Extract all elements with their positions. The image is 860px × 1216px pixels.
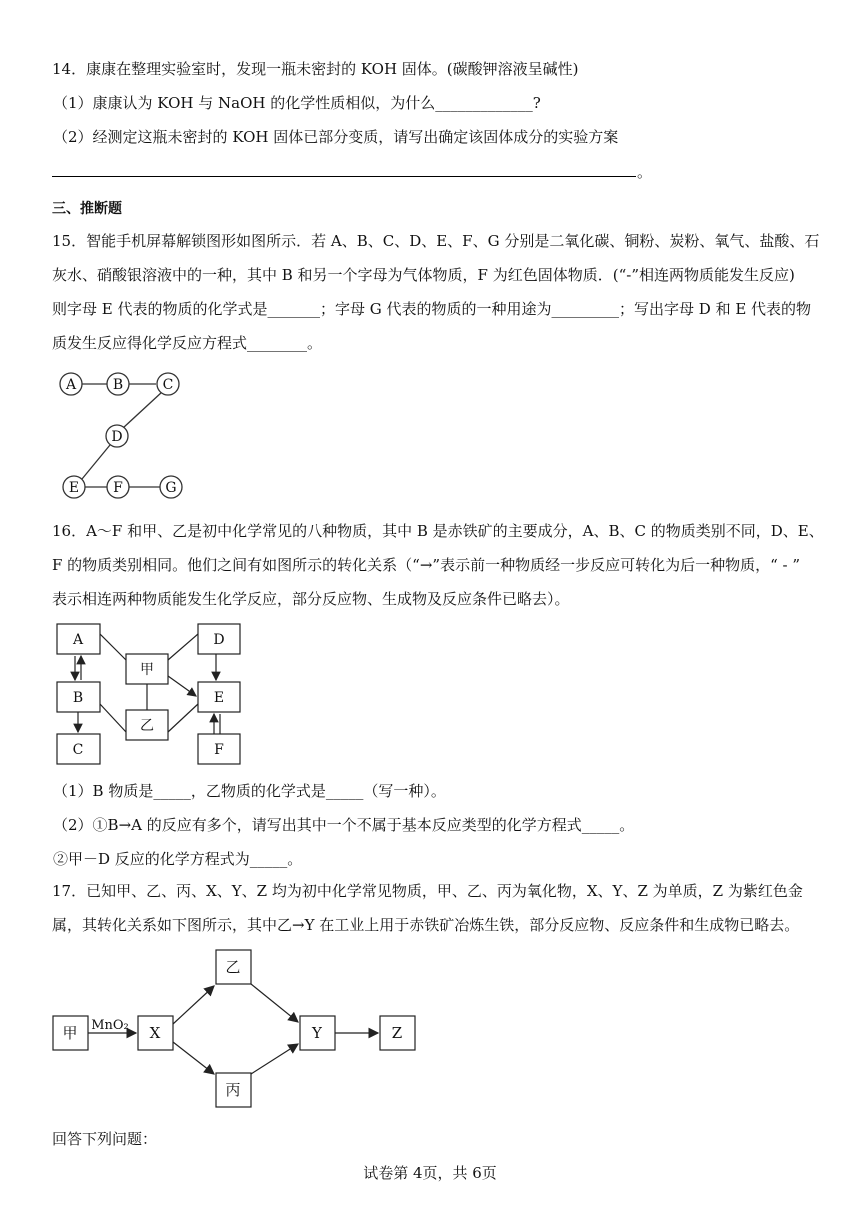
q17-prompt: 回答下列问题：: [52, 1130, 158, 1148]
q16-sub3: ②甲－D 反应的化学方程式为_____。: [53, 850, 303, 868]
q16-sub2: （2）①B→A 的反应有多个，请写出其中一个不属于基本反应类型的化学方程式_____。: [53, 816, 635, 834]
box-a-label: A: [72, 632, 84, 648]
box-jia-label: 甲: [140, 662, 154, 678]
q15-line-3: 则字母 E 代表的物质的化学式是_______；字母 G 代表的物质的一种用途为_________；写出字母 D 和 E 代表的物: [52, 300, 812, 318]
box-x-label: X: [149, 1024, 161, 1042]
q15-line-2: 灰水、硝酸银溶液中的一种，其中 B 和另一个字母为气体物质，F 为红色固体物质．(“-”相连两物质能发生反应): [52, 266, 795, 284]
box-yi-label: 乙: [225, 958, 241, 976]
page-footer: 试卷第 4页，共 6页: [363, 1164, 497, 1182]
node-e-label: E: [68, 480, 80, 496]
node-a-label: A: [65, 377, 77, 393]
box-y-label: Y: [312, 1024, 322, 1042]
box-b-label: B: [72, 690, 84, 706]
node-b-label: B: [112, 377, 124, 393]
q14-sub1: （1）康康认为 KOH 与 NaOH 的化学性质相似，为什么_____________?: [53, 94, 541, 112]
q14-answer-end: 。: [637, 163, 653, 181]
box-d-label: D: [213, 632, 225, 648]
node-c-label: C: [162, 377, 174, 393]
catalyst-label: MnO₂: [91, 1018, 129, 1033]
q17-line-2: 属，其转化关系如下图所示，其中乙→Y 在工业上用于赤铁矿冶炼生铁，部分反应物、反应条件和生成物已略去。: [52, 916, 800, 934]
q14-answer-line: [52, 160, 636, 177]
q16-sub1: （1）B 物质是_____，乙物质的化学式是_____（写一种）。: [53, 782, 446, 800]
conversion-diagram-16: [50, 620, 250, 770]
conversion-diagram-17: [50, 946, 430, 1116]
q14-sub2: （2）经测定这瓶未密封的 KOH 固体已部分变质，请写出确定该固体成分的实验方案: [53, 128, 619, 146]
unlock-pattern-diagram: [50, 365, 200, 505]
q16-line-3: 表示相连两种物质能发生化学反应，部分反应物、生成物及反应条件已略去）。: [52, 590, 570, 608]
q15-line-4: 质发生反应得化学反应方程式________。: [52, 334, 323, 352]
node-d-label: D: [111, 429, 123, 445]
box-jia-label: 甲: [62, 1024, 78, 1042]
q16-line-1: 16．A～F 和甲、乙是初中化学常见的八种物质，其中 B 是赤铁矿的主要成分，A、B、C 的物质类别不同，D、E、: [52, 522, 824, 540]
node-g-label: G: [165, 480, 177, 496]
box-yi-label: 乙: [140, 718, 154, 734]
q17-line-1: 17．已知甲、乙、丙、X、Y、Z 均为初中化学常见物质，甲、乙、丙为氧化物，X、Y、Z 为单质，Z 为紫红色金: [52, 882, 803, 900]
box-z-label: Z: [391, 1024, 403, 1042]
section-heading: 三、推断题: [52, 201, 122, 217]
q16-line-2: F 的物质类别相同。他们之间有如图所示的转化关系（“→”表示前一种物质经一步反应可转化为后一种物质，“ - ”: [52, 556, 801, 574]
q14-stem: 14．康康在整理实验室时，发现一瓶未密封的 KOH 固体。(碳酸钾溶液呈碱性): [52, 60, 579, 78]
q15-line-1: 15．智能手机屏幕解锁图形如图所示．若 A、B、C、D、E、F、G 分别是二氧化碳、铜粉、炭粉、氧气、盐酸、石: [52, 232, 820, 250]
box-e-label: E: [213, 690, 225, 706]
box-f-label: F: [214, 742, 224, 758]
box-c-label: C: [72, 742, 84, 758]
box-bing-label: 丙: [225, 1081, 241, 1099]
node-f-label: F: [113, 480, 123, 496]
